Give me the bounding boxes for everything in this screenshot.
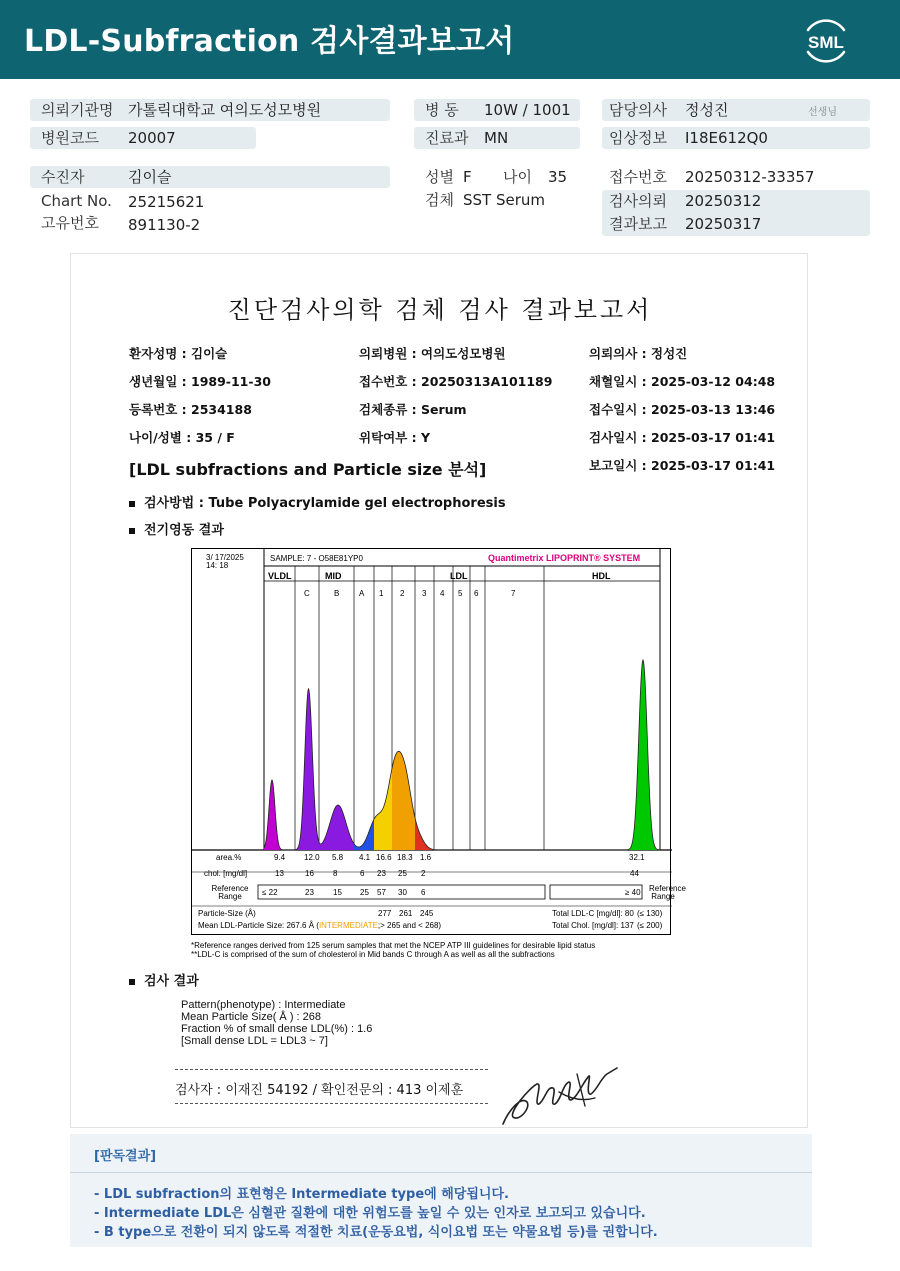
- mid-c-area: [295, 689, 319, 850]
- scanned-report: [70, 253, 808, 1128]
- band-group-mid: MID: [325, 571, 342, 581]
- chart-value: 25215621: [128, 193, 205, 211]
- report-title: 진단검사의학 검체 검사 결과보고서: [227, 296, 653, 324]
- band-label: 7: [511, 589, 516, 598]
- doctor-suffix: 선생님: [808, 107, 837, 118]
- divider: [175, 1103, 488, 1104]
- chart-sample: SAMPLE: 7 - O58E81YP0: [270, 554, 363, 563]
- area-pct-value: 12.0: [304, 853, 320, 862]
- band-label: 3: [422, 589, 427, 598]
- mean-particle-size: Mean LDL-Particle Size: 267.6 Å (INTERMEDIATE;> 265 and < 268): [198, 921, 442, 930]
- verdict-title: [판독결과]: [94, 1149, 157, 1164]
- result-line: Fraction % of small dense LDL(%) : 1.6: [181, 1023, 373, 1035]
- patient-value: 김이슬: [128, 168, 172, 186]
- verdict-divider: [70, 1172, 812, 1173]
- result-line: Pattern(phenotype) : Intermediate: [181, 999, 346, 1011]
- receipt-label: 접수번호: [609, 168, 667, 186]
- table-row-label: area.%: [216, 853, 242, 862]
- patient-info-item: 접수일시 : 2025-03-13 13:46: [589, 402, 776, 417]
- request-label: 검사의뢰: [609, 192, 667, 210]
- clinical-value: I18E612Q0: [685, 129, 768, 147]
- total-chol-ref: (≤ 200): [637, 921, 663, 930]
- particle-size-value: 277: [378, 909, 392, 918]
- electrophoresis-title: 전기영동 결과: [129, 519, 224, 538]
- result-line: [Small dense LDL = LDL3 ~ 7]: [181, 1035, 328, 1047]
- report-date-value: 20250317: [685, 215, 762, 233]
- band-label: A: [359, 589, 365, 598]
- area-pct-value: 5.8: [332, 853, 344, 862]
- band-group-ldl: LDL: [450, 571, 468, 581]
- patient-info-item: 보고일시 : 2025-03-17 01:41: [589, 458, 776, 473]
- chol-value: 13: [275, 869, 284, 878]
- verdict-line: - LDL subfraction의 표현형은 Intermediate type에 해당됩니다.: [94, 1187, 509, 1202]
- specimen-label: 검체: [425, 191, 454, 209]
- ref-range-value: 6: [421, 888, 426, 897]
- density-curve: [264, 660, 660, 850]
- chol-value: 8: [333, 869, 338, 878]
- footnote: **LDL-C is comprised of the sum of cholesterol in Mid bands C through A as well as all the subfractions: [191, 950, 555, 959]
- hdl-area: [622, 660, 662, 850]
- ref-range-value: ≤ 22: [262, 888, 278, 897]
- band-label: B: [334, 589, 340, 598]
- patient-info-item: 등록번호 : 2534188: [129, 402, 252, 417]
- lipoprint-chart: [191, 548, 686, 935]
- band-group-vldl: VLDL: [268, 571, 292, 581]
- particle-size-label: Particle-Size (Å): [198, 909, 256, 918]
- ref-range-label: Reference Range: [649, 884, 686, 901]
- chart-label: Chart No.: [41, 192, 112, 210]
- sex-value: F: [463, 168, 472, 186]
- area-pct-value: 1.6: [420, 853, 432, 862]
- ref-range-value: 30: [398, 888, 407, 897]
- total-ldl-ref: (≤ 130): [637, 909, 663, 918]
- chol-value: 23: [377, 869, 386, 878]
- report-header: [0, 0, 900, 79]
- patient-label: 수진자: [41, 168, 85, 186]
- unique-label: 고유번호: [41, 214, 99, 232]
- doctor-value: 정성진: [685, 101, 729, 119]
- ref-range-value: 23: [305, 888, 314, 897]
- ref-range-value: 15: [333, 888, 342, 897]
- patient-info-item: 위탁여부 : Y: [359, 430, 431, 445]
- area-pct-value: 32.1: [629, 853, 645, 862]
- chol-value: 16: [305, 869, 314, 878]
- result-line: Mean Particle Size( Å ) : 268: [181, 1011, 322, 1023]
- dept-label: 진료과: [425, 129, 469, 147]
- age-value: 35: [548, 168, 568, 186]
- institution-label: 의뢰기관명: [41, 101, 114, 119]
- chart-time: 14: 18: [206, 561, 229, 570]
- electrophoresis-plot: [192, 549, 672, 936]
- footnote: *Reference ranges derived from 125 serum samples that met the NCEP ATP III guidelines for desirable lipid status: [191, 941, 596, 950]
- ref-range-value: ≥ 40: [625, 888, 641, 897]
- hospital-code-value: 20007: [128, 129, 176, 147]
- band-group-hdl: HDL: [592, 571, 611, 581]
- area-pct-value: 9.4: [274, 853, 286, 862]
- sex-label: 성별: [425, 168, 454, 186]
- institution-value: 가톨릭대학교 여의도성모병원: [128, 101, 322, 119]
- patient-info-item: 의뢰병원 : 여의도성모병원: [359, 346, 506, 361]
- section-title: [LDL subfractions and Particle size 분석]: [129, 460, 487, 479]
- chol-value: 44: [630, 869, 639, 878]
- ward-value: 10W / 1001: [484, 101, 571, 119]
- sml-logo: [796, 12, 856, 68]
- patient-info-item: 접수번호 : 20250313A101189: [359, 374, 553, 389]
- signature-line: 검사자 : 이재진 54192 / 확인전문의 : 413 이제훈: [175, 1083, 464, 1098]
- patient-info-item: 채혈일시 : 2025-03-12 04:48: [589, 374, 776, 389]
- mid-b-area: [319, 805, 354, 850]
- ref-range-value: 25: [360, 888, 369, 897]
- patient-info-item: 환자성명 : 김이슬: [129, 346, 228, 361]
- verdict-line: - B type으로 전환이 되지 않도록 적절한 치료(운동요법, 식이요법 또는 약물요법 등)를 권합니다.: [94, 1225, 658, 1240]
- patient-info-item: 검체종류 : Serum: [359, 402, 467, 417]
- particle-size-value: 261: [399, 909, 413, 918]
- verdict-line: - Intermediate LDL은 심혈관 질환에 대한 위험도를 높일 수 있는 인자로 보고되고 있습니다.: [94, 1206, 646, 1221]
- total-ldl: Total LDL-C [mg/dl]: 80: [552, 909, 634, 918]
- ward-label: 병 동: [425, 101, 459, 119]
- area-pct-value: 16.6: [376, 853, 392, 862]
- table-row-label: Reference Range: [211, 884, 249, 901]
- age-label: 나이: [503, 168, 532, 186]
- area-pct-value: 4.1: [359, 853, 371, 862]
- table-row-label: chol. [mg/dl]: [204, 869, 248, 878]
- chart-date: 3/ 17/2025: [206, 553, 244, 562]
- ldl3-area: [415, 818, 434, 850]
- band-label: C: [304, 589, 310, 598]
- chol-value: 25: [398, 869, 407, 878]
- patient-info-item: 검사일시 : 2025-03-17 01:41: [589, 430, 776, 445]
- total-chol: Total Chol. [mg/dl]: 137: [552, 921, 634, 930]
- band-label: 4: [440, 589, 445, 598]
- signature-image: [499, 1062, 624, 1130]
- ref-range-value: 57: [377, 888, 386, 897]
- unique-value: 891130-2: [128, 216, 201, 234]
- clinical-label: 임상정보: [609, 129, 667, 147]
- chol-value: 6: [360, 869, 365, 878]
- result-title: 검사 결과: [129, 970, 199, 989]
- band-label: 5: [458, 589, 463, 598]
- band-label: 2: [400, 589, 405, 598]
- divider: [175, 1069, 488, 1070]
- hospital-code-label: 병원코드: [41, 129, 99, 147]
- area-pct-value: 18.3: [397, 853, 413, 862]
- mid-a-area: [354, 819, 374, 850]
- specimen-value: SST Serum: [463, 191, 546, 209]
- band-label: 6: [474, 589, 479, 598]
- patient-info-item: 나이/성별 : 35 / F: [129, 430, 235, 445]
- request-value: 20250312: [685, 192, 762, 210]
- chart-title: Quantimetrix LIPOPRINT® SYSTEM: [488, 553, 641, 563]
- band-label: 1: [379, 589, 384, 598]
- verdict-panel: [70, 1134, 812, 1247]
- svg-text:SML: SML: [808, 33, 844, 52]
- particle-size-value: 245: [420, 909, 434, 918]
- patient-info-item: 의뢰의사 : 정성진: [589, 346, 688, 361]
- patient-info-item: 생년월일 : 1989-11-30: [129, 374, 271, 389]
- report-date-label: 결과보고: [609, 215, 667, 233]
- method-line: 검사방법 : Tube Polyacrylamide gel electrophoresis: [129, 492, 506, 511]
- doctor-label: 담당의사: [609, 101, 667, 119]
- receipt-value: 20250312-33357: [685, 168, 815, 186]
- dept-value: MN: [484, 129, 509, 147]
- chol-value: 2: [421, 869, 426, 878]
- page-title: LDL-Subfraction 검사결과보고서: [24, 24, 515, 59]
